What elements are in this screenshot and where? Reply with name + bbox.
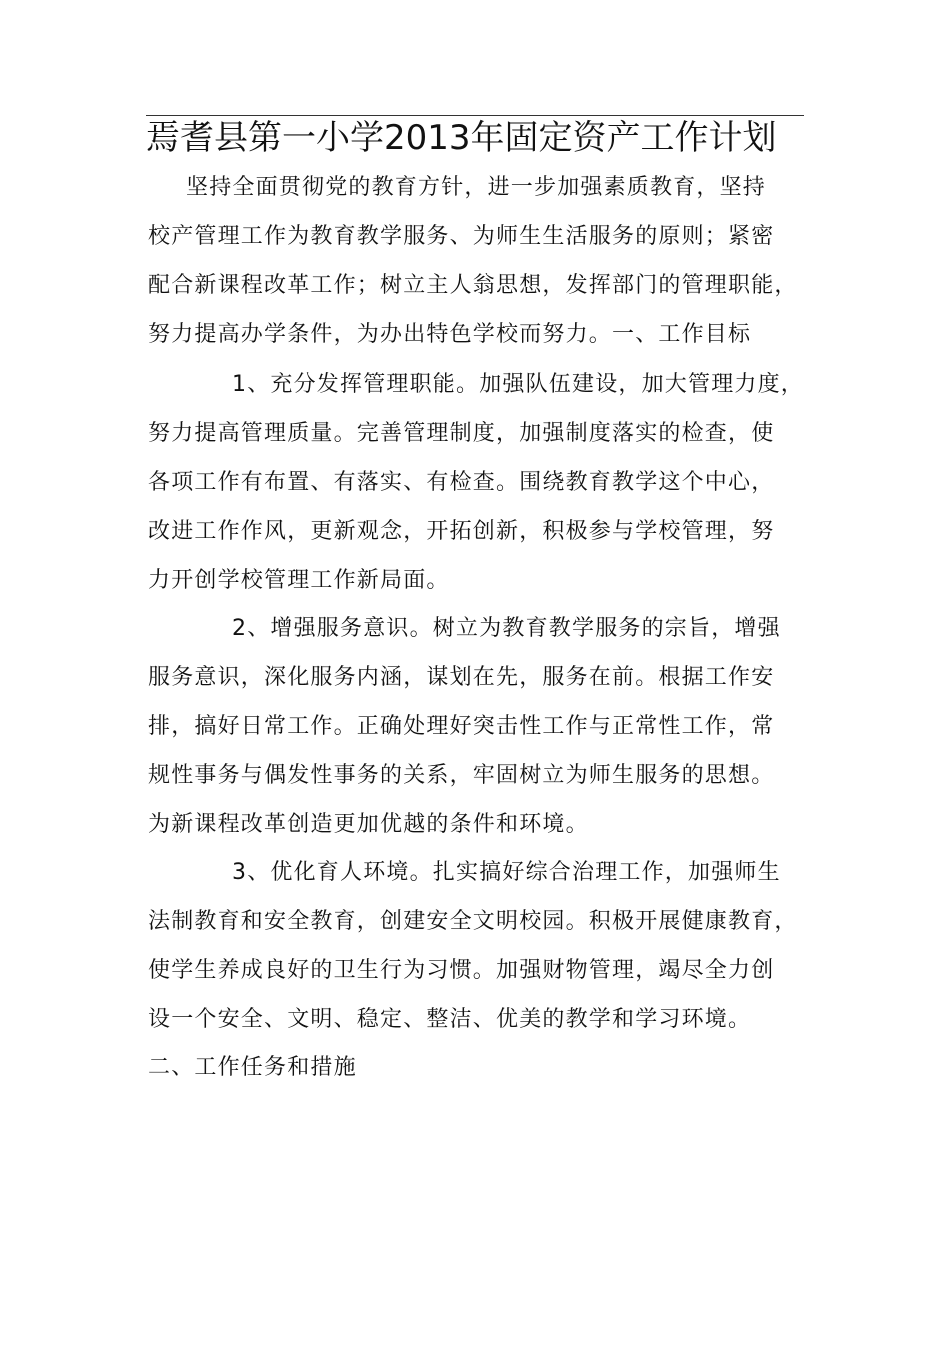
paragraph-line: 努力提高办学条件，为办出特色学校而努力。一、工作目标 xyxy=(148,322,752,347)
paragraph-line: 使学生养成良好的卫生行为习惯。加强财物管理，竭尽全力创 xyxy=(148,958,775,983)
paragraph-line: 1、充分发挥管理职能。加强队伍建设，加大管理力度， xyxy=(232,372,804,397)
paragraph-line: 各项工作有布置、有落实、有检查。围绕教育教学这个中心， xyxy=(148,470,775,495)
paragraph-line: 规性事务与偶发性事务的关系，牢固树立为师生服务的思想。 xyxy=(148,763,775,788)
paragraph-line: 坚持全面贯彻党的教育方针，进一步加强素质教育，坚持 xyxy=(186,175,767,200)
paragraph-line: 改进工作作风，更新观念，开拓创新，积极参与学校管理，努 xyxy=(148,519,775,544)
paragraph-line: 校产管理工作为教育教学服务、为师生生活服务的原则；紧密 xyxy=(148,224,775,249)
paragraph-line: 服务意识，深化服务内涵，谋划在先，服务在前。根据工作安 xyxy=(148,665,775,690)
paragraph-line: 排，搞好日常工作。正确处理好突击性工作与正常性工作，常 xyxy=(148,714,775,739)
paragraph-line: 2、增强服务意识。树立为教育教学服务的宗旨，增强 xyxy=(232,616,781,641)
paragraph-line: 力开创学校管理工作新局面。 xyxy=(148,568,450,593)
paragraph-line: 配合新课程改革工作；树立主人翁思想，发挥部门的管理职能， xyxy=(148,273,798,298)
paragraph-line: 3、优化育人环境。扎实搞好综合治理工作，加强师生 xyxy=(232,860,781,885)
section-heading: 二、工作任务和措施 xyxy=(148,1055,357,1080)
paragraph-line: 努力提高管理质量。完善管理制度，加强制度落实的检查，使 xyxy=(148,421,775,446)
document-title: 焉耆县第一小学2013年固定资产工作计划 xyxy=(146,118,777,158)
paragraph-line: 为新课程改革创造更加优越的条件和环境。 xyxy=(148,812,589,837)
paragraph-line: 设一个安全、文明、稳定、整洁、优美的教学和学习环境。 xyxy=(148,1007,752,1032)
paragraph-line: 法制教育和安全教育，创建安全文明校园。积极开展健康教育， xyxy=(148,909,798,934)
